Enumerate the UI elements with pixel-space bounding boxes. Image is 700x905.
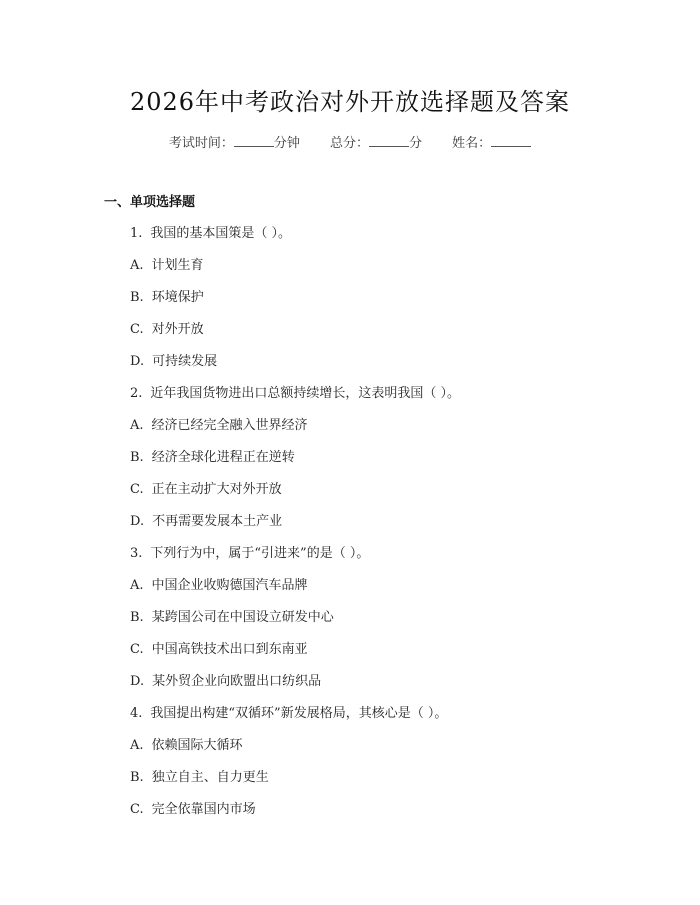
option-text: 某跨国公司在中国设立研发中心 [151, 610, 334, 625]
exam-meta [0, 132, 700, 151]
option-letter: C. [130, 802, 144, 817]
total-score [330, 132, 422, 151]
question-text: 我国的基本国策是（ ）。 [150, 226, 292, 241]
answer-option [130, 766, 269, 785]
score-unit: 分 [409, 136, 423, 151]
option-text: 某外贸企业向欧盟出口纺织品 [152, 674, 322, 689]
option-letter: A. [130, 738, 144, 753]
score-blank [369, 134, 409, 147]
option-text: 经济全球化进程正在逆转 [151, 450, 295, 465]
option-text: 不再需要发展本土产业 [152, 514, 283, 529]
option-letter: B. [130, 290, 144, 305]
option-text: 独立自主、自力更生 [151, 770, 269, 785]
time-blank [234, 134, 274, 147]
answer-option [130, 638, 308, 657]
option-text: 中国高铁技术出口到东南亚 [151, 642, 308, 657]
option-letter: C. [130, 482, 144, 497]
answer-option [130, 510, 282, 529]
answer-option [130, 286, 204, 305]
question-stem [130, 542, 369, 561]
answer-option [130, 254, 204, 273]
option-letter: A. [130, 258, 144, 273]
question-number: 3. [130, 546, 143, 561]
time-label: 考试时间： [168, 136, 234, 151]
option-text: 完全依靠国内市场 [151, 802, 256, 817]
question-text: 近年我国货物进出口总额持续增长，这表明我国（ ）。 [150, 386, 461, 401]
option-letter: A. [130, 578, 144, 593]
option-letter: C. [130, 322, 144, 337]
question-number: 4. [130, 706, 143, 721]
question-number: 1. [130, 226, 143, 241]
question-text: 我国提出构建“双循环”新发展格局，其核心是（ ）。 [150, 706, 448, 721]
answer-option [130, 478, 282, 497]
question-stem [130, 222, 291, 241]
answer-option [130, 446, 295, 465]
option-letter: D. [130, 514, 145, 529]
option-text: 对外开放 [151, 322, 204, 337]
option-text: 中国企业收购德国汽车品牌 [151, 578, 308, 593]
answer-option [130, 414, 308, 433]
option-text: 依赖国际大循环 [151, 738, 243, 753]
name-blank [491, 134, 531, 147]
question-stem [130, 702, 447, 721]
answer-option [130, 350, 217, 369]
option-text: 环境保护 [151, 290, 204, 305]
option-letter: D. [130, 354, 145, 369]
option-text: 可持续发展 [152, 354, 218, 369]
section-title: 一、单项选择题 [104, 195, 196, 210]
answer-option [130, 798, 256, 817]
answer-option [130, 670, 321, 689]
name-label: 姓名： [452, 136, 492, 151]
answer-option [130, 606, 334, 625]
question-text: 下列行为中，属于“引进来”的是（ ）。 [150, 546, 370, 561]
option-letter: A. [130, 418, 144, 433]
option-text: 计划生育 [151, 258, 204, 273]
option-text: 经济已经完全融入世界经济 [151, 418, 308, 433]
option-text: 正在主动扩大对外开放 [151, 482, 282, 497]
option-letter: B. [130, 610, 144, 625]
time-unit: 分钟 [273, 136, 300, 151]
option-letter: B. [130, 450, 144, 465]
exam-time [169, 132, 300, 151]
answer-option [130, 574, 308, 593]
option-letter: D. [130, 674, 145, 689]
page-title: 2026年中考政治对外开放选择题及答案 [129, 88, 571, 116]
score-label: 总分： [329, 136, 369, 151]
question-number: 2. [130, 386, 143, 401]
student-name [452, 132, 531, 151]
question-stem [130, 382, 460, 401]
answer-option [130, 734, 243, 753]
answer-option [130, 318, 204, 337]
option-letter: B. [130, 770, 144, 785]
option-letter: C. [130, 642, 144, 657]
